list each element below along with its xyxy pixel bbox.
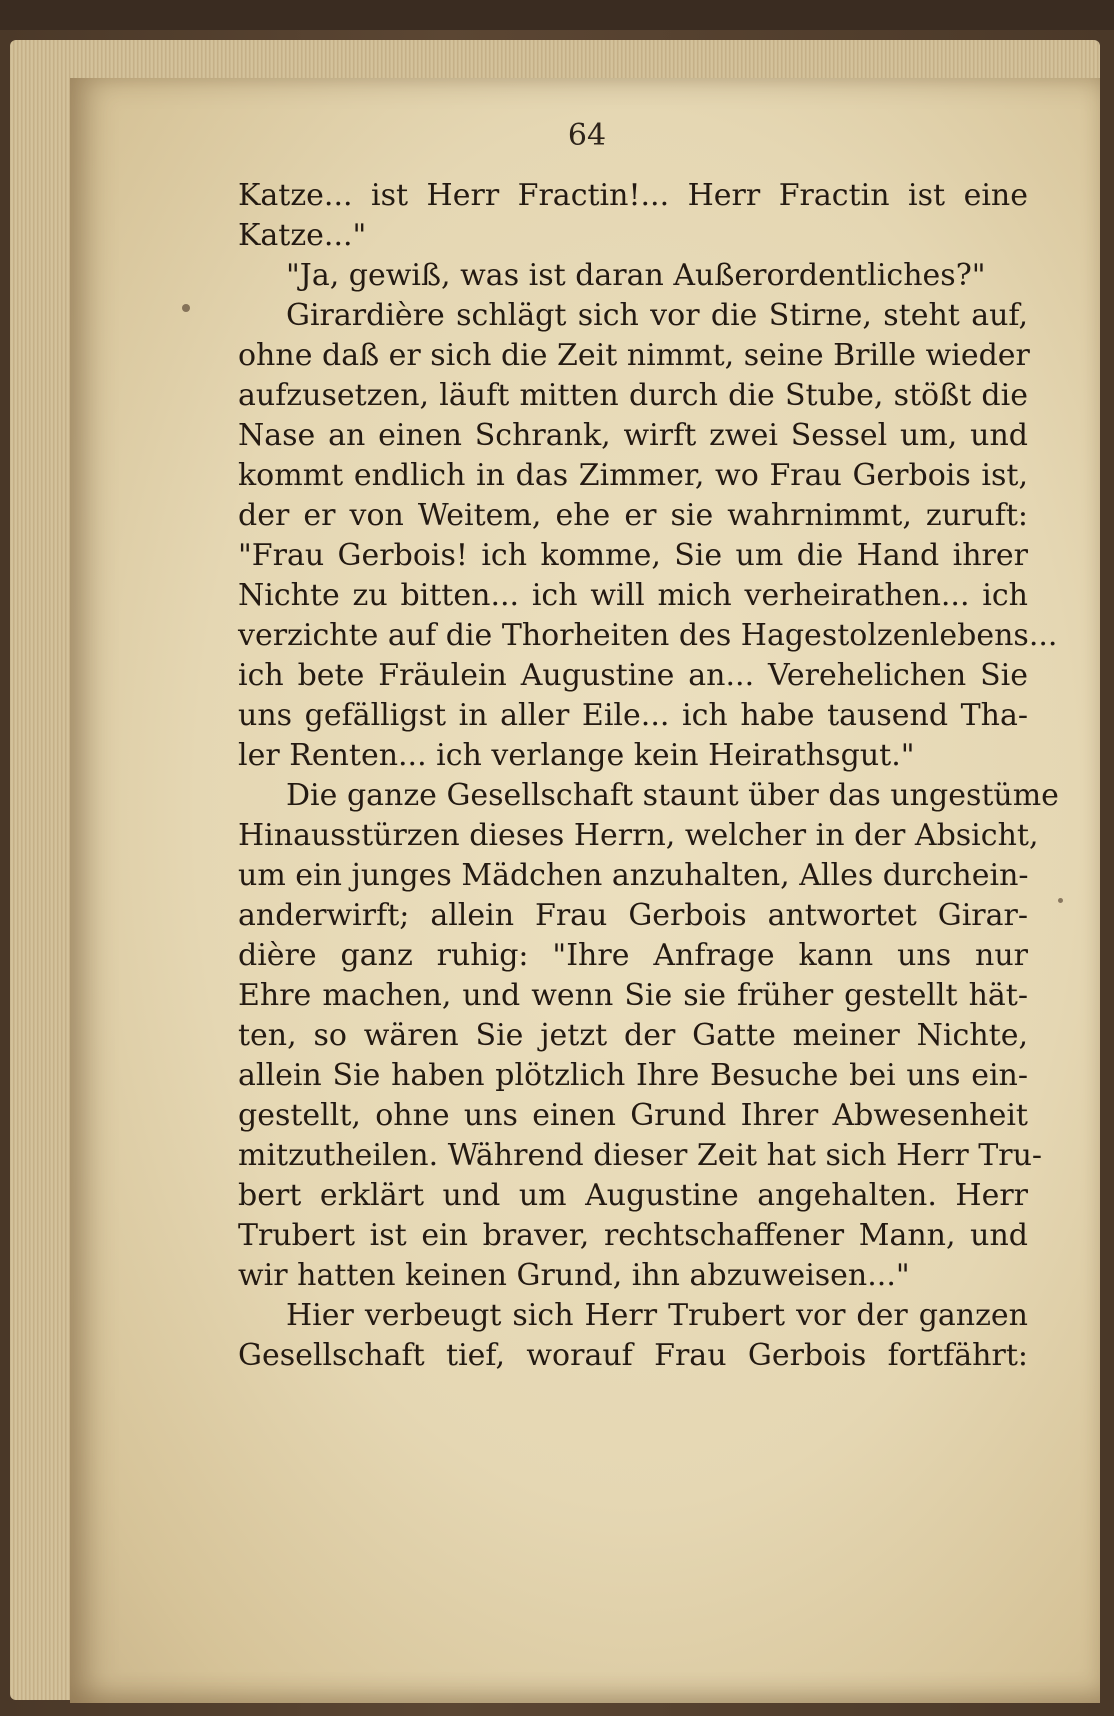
text-line: bert erklärt und um Augustine angehalten. Herr: [238, 1178, 1028, 1213]
text-line: Katze... ist Herr Fractin!... Herr Fractin ist eine: [238, 178, 1028, 213]
text-line: Nase an einen Schrank, wirft zwei Sessel um, und: [238, 418, 1028, 453]
text-line: Trubert ist ein braver, rechtschaffener Mann, und: [238, 1218, 1028, 1253]
text-line: wir hatten keinen Grund, ihn abzuweisen...": [238, 1258, 910, 1293]
text-line: Gesellschaft tief, worauf Frau Gerbois fortfährt:: [238, 1338, 1028, 1373]
text-line: Hier verbeugt sich Herr Trubert vor der ganzen: [286, 1298, 1028, 1333]
page-number: 64: [567, 118, 607, 153]
ink-speck: [182, 304, 190, 312]
text-line: aufzusetzen, läuft mitten durch die Stube, stößt die: [238, 378, 1028, 413]
body-text: [238, 176, 1059, 1376]
text-line: mitzutheilen. Während dieser Zeit hat sich Herr Tru-: [238, 1138, 1043, 1173]
text-line: verzichte auf die Thorheiten des Hagestolzenlebens...: [238, 618, 1058, 653]
text-line: ich bete Fräulein Augustine an... Verehelichen Sie: [238, 658, 1028, 693]
text-line: der er von Weitem, ehe er sie wahrnimmt, zuruft:: [238, 498, 1028, 533]
text-line: Hinausstürzen dieses Herrn, welcher in der Absicht,: [238, 818, 1039, 853]
text-line: ler Renten... ich verlange kein Heirathsgut.": [238, 738, 915, 773]
text-line: uns gefälligst in aller Eile... ich habe tausend Tha-: [238, 698, 1028, 733]
text-line: Die ganze Gesellschaft staunt über das ungestüme: [286, 778, 1059, 813]
text-line: allein Sie haben plötzlich Ihre Besuche bei uns ein-: [238, 1058, 1028, 1093]
text-line: Girardière schlägt sich vor die Stirne, steht auf,: [286, 298, 1028, 333]
text-line: Katze...": [238, 218, 367, 253]
text-line: anderwirft; allein Frau Gerbois antwortet Girar-: [238, 898, 1028, 933]
text-line: Ehre machen, und wenn Sie sie früher gestellt hät-: [238, 978, 1028, 1013]
text-line: "Ja, gewiß, was ist daran Außerordentliches?": [286, 258, 986, 293]
ink-speck: [1058, 898, 1063, 903]
text-line: ten, so wären Sie jetzt der Gatte meiner Nichte,: [238, 1018, 1028, 1053]
text-line: um ein junges Mädchen anzuhalten, Alles durchein-: [238, 858, 1029, 893]
text-line: dière ganz ruhig: "Ihre Anfrage kann uns nur: [238, 938, 1028, 973]
text-line: gestellt, ohne uns einen Grund Ihrer Abwesenheit: [238, 1098, 1028, 1133]
text-line: ohne daß er sich die Zeit nimmt, seine Brille wieder: [238, 338, 1030, 373]
text-line: Nichte zu bitten... ich will mich verheirathen... ich: [238, 578, 1028, 613]
text-line: "Frau Gerbois! ich komme, Sie um die Hand ihrer: [238, 538, 1028, 573]
text-line: kommt endlich in das Zimmer, wo Frau Gerbois ist,: [238, 458, 1028, 493]
